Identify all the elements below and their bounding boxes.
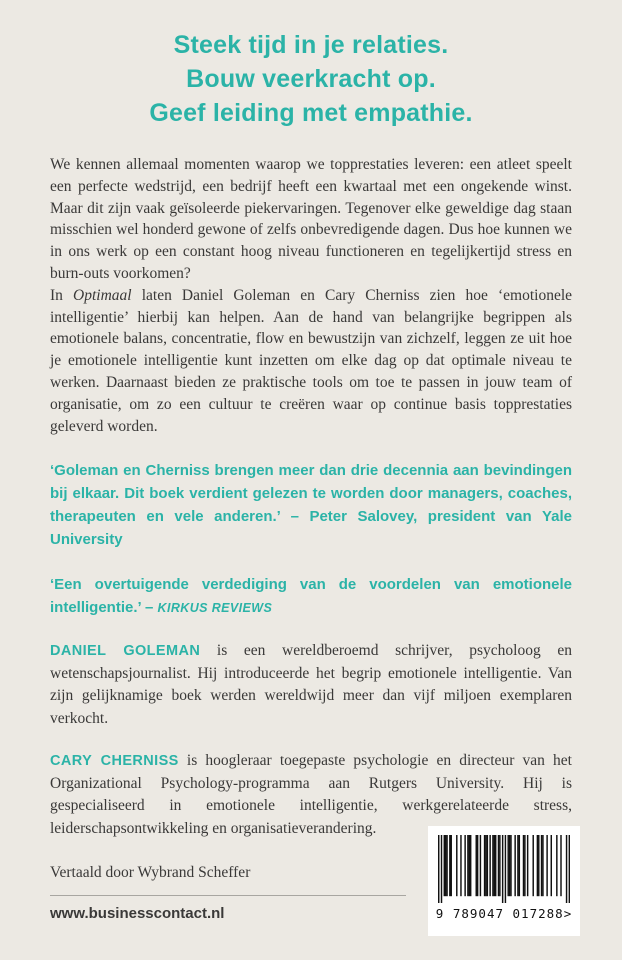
- endorsement-salovey-attribution: – Peter Salovey, president van Yale University: [50, 508, 572, 549]
- publisher-website: www.businesscontact.nl: [50, 905, 225, 922]
- barcode-number: [436, 906, 572, 921]
- headline: [50, 28, 572, 130]
- barcode-digits: 9 789047 017288: [435, 906, 564, 921]
- description-paragraph-1: We kennen allemaal momenten waarop we topprestaties leveren: een atleet speelt een perfecte wedstrijd, een bedrijf heeft een kwartaal met een ongekende winst. Maar dit zijn vaak geïsoleerde piekervaringen. Tegenover elke geweldige dag staan misschien wel honderd gewone of zelfs onbevredigende dagen. Dus hoe kunnen we in ons werk op een constant hoog niveau functioneren en tegelijkertijd stress en burn-outs voorkomen?: [50, 156, 572, 282]
- author-bio-goleman-body: is een wereldberoemd schrijver, psycholoog en wetenschapsjournalist. Hij introduceerde het begrip emotionele intelligentie. Van zijn gelijknamige boek werden wereldwijd meer dan vijf miljoen exemplaren verkocht.: [50, 642, 572, 727]
- endorsement-kirkus: [50, 573, 572, 620]
- endorsement-kirkus-text: [50, 573, 572, 620]
- endorsement-kirkus-source: KIRKUS REVIEWS: [157, 601, 273, 616]
- author-name-goleman: DANIEL GOLEMAN: [50, 643, 201, 660]
- headline-line-3: Geef leiding met empathie.: [149, 99, 473, 127]
- barcode: [428, 826, 580, 936]
- barcode-suffix: >: [563, 906, 573, 921]
- author-bio-goleman: [50, 640, 572, 730]
- endorsement-salovey-text: [50, 459, 572, 551]
- barcode-bars: [438, 835, 570, 903]
- author-name-cherniss: CARY CHERNISS: [50, 753, 179, 770]
- description-paragraph-2: [50, 285, 572, 438]
- headline-line-1: Steek tijd in je relaties.: [173, 31, 449, 59]
- translator-credit: Vertaald door Wybrand Scheffer: [50, 864, 251, 882]
- endorsement-kirkus-quote: ‘Een overtuigende verdediging van de voordelen van emotionele intelligentie.’: [50, 576, 572, 617]
- paragraph-2-rest: laten Daniel Goleman en Cary Cherniss zien hoe ‘emotionele intelligentie’ hierbij kan helpen. Aan de hand van belangrijke begrippen als emotionele balans, concentratie, flow en bewustzijn van zichzelf, leggen ze uit hoe je emotionele intelligentie kunt inzetten om elke dag op dat optimale niveau te werken. Daarnaast bieden ze praktische tools om toe te passen in jouw team of organisatie, om zo een cultuur te creëren waar op continue basis topprestaties geleverd worden.: [50, 286, 573, 435]
- endorsement-kirkus-dash: –: [145, 599, 154, 617]
- publisher-footer: [50, 895, 406, 922]
- author-bio-cherniss-body: is hoogleraar toegepaste psychologie en directeur van het Organizational Psychology-programma aan Rutgers University. Hij is gespecialiseerd in emotionele intelligentie, werkgerelateerde stress, leiderschapsontwikkeling en organisatieverandering.: [50, 752, 572, 837]
- book-title: Optimaal: [73, 286, 132, 304]
- endorsement-salovey-quote: ‘Goleman en Cherniss brengen meer dan drie decennia aan bevindingen bij elkaar. Dit boek verdient gelezen te worden door managers, coaches, therapeuten en vele anderen.’: [50, 462, 572, 526]
- book-description: [50, 154, 572, 437]
- headline-line-2: Bouw veerkracht op.: [186, 65, 436, 93]
- author-bio-goleman-text: [50, 640, 572, 730]
- endorsement-salovey: [50, 459, 572, 551]
- paragraph-2-lead: In: [50, 286, 63, 304]
